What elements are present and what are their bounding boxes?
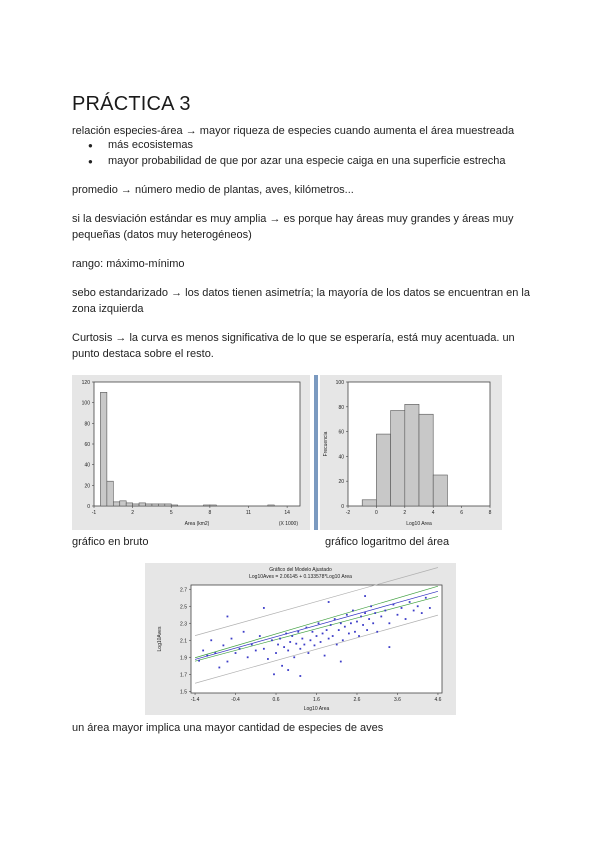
data-point <box>263 607 265 609</box>
data-point <box>352 610 354 612</box>
data-point <box>354 631 356 633</box>
histogram-bar <box>210 505 216 506</box>
data-point <box>263 648 265 650</box>
data-point <box>312 631 314 633</box>
y-tick-label: 2.1 <box>180 638 187 645</box>
y-tick-label: 0 <box>341 504 344 510</box>
x-axis-label: Log10 Area <box>303 706 330 712</box>
histogram-bar <box>268 505 274 506</box>
data-point <box>279 638 281 640</box>
data-point <box>368 618 370 620</box>
data-point <box>310 639 312 641</box>
y-tick-label: 1.7 <box>180 672 187 679</box>
rango-paragraph: rango: máximo-mínimo <box>72 258 185 270</box>
data-point <box>326 629 328 631</box>
x-tick-label: 11 <box>245 510 252 516</box>
data-point <box>340 622 342 624</box>
data-point <box>342 639 344 641</box>
y-tick-label: 20 <box>84 483 90 490</box>
data-point <box>320 641 322 643</box>
histogram-bar <box>433 475 447 506</box>
data-point <box>295 643 297 645</box>
histogram-bar <box>139 503 145 506</box>
y-tick-label: 100 <box>335 380 344 386</box>
data-point <box>198 660 200 662</box>
x-tick-label: 2.6 <box>353 697 361 703</box>
histogram-bar <box>165 504 171 506</box>
data-point <box>214 652 216 654</box>
bullet-list <box>88 138 505 169</box>
page-title: PRÁCTICA 3 <box>72 93 191 115</box>
x-tick-label: 14 <box>284 510 290 516</box>
data-point <box>275 652 277 654</box>
histogram-bar <box>362 500 376 506</box>
y-tick-label: 2.7 <box>180 587 187 594</box>
data-point <box>283 646 285 648</box>
data-point <box>370 605 372 607</box>
data-point <box>318 622 320 624</box>
data-point <box>425 597 427 599</box>
y-tick-label: 20 <box>338 479 344 486</box>
histogram-bar <box>120 501 126 506</box>
data-point <box>332 635 334 637</box>
data-point <box>380 616 382 618</box>
data-point <box>401 607 403 609</box>
data-point <box>372 622 374 624</box>
raw-chart-caption: gráfico en bruto <box>72 536 149 548</box>
data-point <box>308 652 310 654</box>
x-tick-label: 5 <box>169 510 173 516</box>
x-tick-label: -1.4 <box>190 697 200 703</box>
x-axis-label: Area (km2) <box>184 521 210 527</box>
data-point <box>299 675 301 677</box>
data-point <box>322 633 324 635</box>
data-point <box>364 595 366 597</box>
data-point <box>334 618 336 620</box>
x-tick-label: 4 <box>431 510 435 516</box>
data-point <box>358 635 360 637</box>
histogram-bar <box>126 503 132 506</box>
data-point <box>362 624 364 626</box>
y-tick-label: 80 <box>84 421 90 428</box>
data-point <box>393 604 395 606</box>
data-point <box>376 631 378 633</box>
data-point <box>267 658 269 660</box>
sesgo-paragraph: sebo estandarizado → los datos tienen asimetría; la mayoría de los datos se encuentran en la zona izquierda <box>72 287 530 315</box>
desviacion-paragraph: si la desviación estándar es muy amplia → es porque hay áreas muy grandes y áreas muy pequeñas (datos muy heterogéneos) <box>72 213 514 241</box>
x-tick-label: 2 <box>131 510 135 516</box>
chart-subtitle: Log10Aves = 2.06145 + 0.133578*Log10 Area <box>249 574 352 580</box>
data-point <box>305 627 307 629</box>
data-point <box>247 656 249 658</box>
fitted-model-scatter <box>145 563 456 715</box>
data-point <box>429 607 431 609</box>
y-tick-label: 60 <box>338 429 344 436</box>
data-point <box>374 612 376 614</box>
data-point <box>388 622 390 624</box>
data-point <box>303 644 305 646</box>
data-point <box>405 618 407 620</box>
data-point <box>421 612 423 614</box>
promedio-paragraph: promedio → número medio de plantas, aves, kilómetros... <box>72 184 354 196</box>
final-caption: un área mayor implica una mayor cantidad de especies de aves <box>72 722 384 734</box>
data-point <box>348 633 350 635</box>
y-tick-label: 80 <box>338 404 344 411</box>
y-tick-label: 120 <box>81 380 90 386</box>
data-point <box>235 652 237 654</box>
data-point <box>328 601 330 603</box>
data-point <box>291 635 293 637</box>
histogram-bar <box>405 404 419 506</box>
x-tick-label: 1.6 <box>313 697 320 703</box>
data-point <box>289 641 291 643</box>
y-tick-label: 1.9 <box>180 655 187 662</box>
x-tick-label: 8 <box>208 510 212 516</box>
histogram-bar <box>146 504 152 506</box>
y-tick-label: 0 <box>87 504 90 510</box>
data-point <box>273 673 275 675</box>
x-tick-label: 0 <box>375 510 378 516</box>
data-point <box>316 635 318 637</box>
data-point <box>255 650 257 652</box>
divider <box>314 375 318 530</box>
x-axis-multiplier: (X 1000) <box>278 521 298 527</box>
data-point <box>277 644 279 646</box>
data-point <box>202 650 204 652</box>
histogram-bar <box>171 505 177 506</box>
data-point <box>227 661 229 663</box>
y-tick-label: 2.3 <box>180 621 187 628</box>
data-point <box>388 646 390 648</box>
list-item: ● más ecosistemas <box>88 138 505 154</box>
data-point <box>285 633 287 635</box>
data-point <box>366 629 368 631</box>
y-tick-label: 100 <box>81 400 90 407</box>
data-point <box>222 644 224 646</box>
data-point <box>227 616 229 618</box>
log-chart-caption: gráfico logaritmo del área <box>325 536 450 548</box>
data-point <box>356 621 358 623</box>
curtosis-paragraph: Curtosis → la curva es menos significativa de lo que se esperaría, está muy acentuada. un punto destaca sobre el resto. <box>72 332 515 360</box>
x-tick-label: 6 <box>460 510 463 516</box>
raw-area-histogram <box>72 375 310 530</box>
data-point <box>384 610 386 612</box>
x-tick-label: 0.6 <box>272 697 280 703</box>
data-point <box>338 629 340 631</box>
y-tick-label: 2.5 <box>180 604 187 611</box>
histogram-bar <box>158 504 164 506</box>
data-point <box>206 655 208 657</box>
list-item: ● mayor probabilidad de que por azar una especie caiga en una superficie estrecha <box>88 154 505 170</box>
histogram-bar <box>100 392 106 506</box>
x-tick-label: 4.6 <box>434 697 442 703</box>
data-point <box>251 644 253 646</box>
data-point <box>324 655 326 657</box>
data-point <box>340 661 342 663</box>
histogram-bar <box>113 502 119 506</box>
x-tick-label: 8 <box>488 510 492 516</box>
x-tick-label: -2 <box>345 510 351 516</box>
plot-area <box>94 382 300 506</box>
y-axis-label: Frecuencia <box>323 431 329 457</box>
data-point <box>210 639 212 641</box>
histogram-bar <box>203 505 209 506</box>
histogram-bar <box>391 411 405 506</box>
histogram-bar <box>107 481 113 506</box>
data-point <box>297 631 299 633</box>
data-point <box>328 638 330 640</box>
data-point <box>287 669 289 671</box>
x-tick-label: 2 <box>403 510 407 516</box>
data-point <box>299 648 301 650</box>
y-tick-label: 60 <box>84 442 90 448</box>
log-area-histogram <box>320 375 502 530</box>
data-point <box>314 644 316 646</box>
data-point <box>397 614 399 616</box>
data-point <box>344 626 346 628</box>
data-point <box>231 638 233 640</box>
data-point <box>218 667 220 669</box>
x-axis-label: Log10 Area <box>406 521 432 527</box>
data-point <box>336 644 338 646</box>
data-point <box>287 650 289 652</box>
x-tick-label: -1 <box>91 510 97 516</box>
histogram-bar <box>152 504 158 506</box>
data-point <box>364 612 366 614</box>
data-point <box>243 631 245 633</box>
y-tick-label: 1.5 <box>180 689 187 696</box>
x-tick-label: 3.6 <box>393 697 401 703</box>
x-tick-label: -0.4 <box>231 697 240 703</box>
y-tick-label: 40 <box>84 462 90 469</box>
data-point <box>409 601 411 603</box>
data-point <box>239 648 241 650</box>
y-tick-label: 40 <box>338 454 344 461</box>
data-point <box>360 616 362 618</box>
data-point <box>346 614 348 616</box>
data-point <box>293 656 295 658</box>
intro-paragraph: relación especies-área → mayor riqueza de especies cuando aumenta el área muestreada <box>72 125 515 137</box>
data-point <box>350 622 352 624</box>
data-point <box>330 624 332 626</box>
data-point <box>259 635 261 637</box>
data-point <box>281 665 283 667</box>
y-axis-label: Log10Aves <box>157 626 163 652</box>
plot-area <box>191 585 442 693</box>
histogram-bar <box>133 504 139 506</box>
data-point <box>271 639 273 641</box>
data-point <box>417 605 419 607</box>
data-point <box>413 610 415 612</box>
chart-title: Gráfico del Modelo Ajustado <box>269 567 332 573</box>
histogram-bar <box>419 414 433 506</box>
data-point <box>301 638 303 640</box>
histogram-bar <box>376 434 390 506</box>
